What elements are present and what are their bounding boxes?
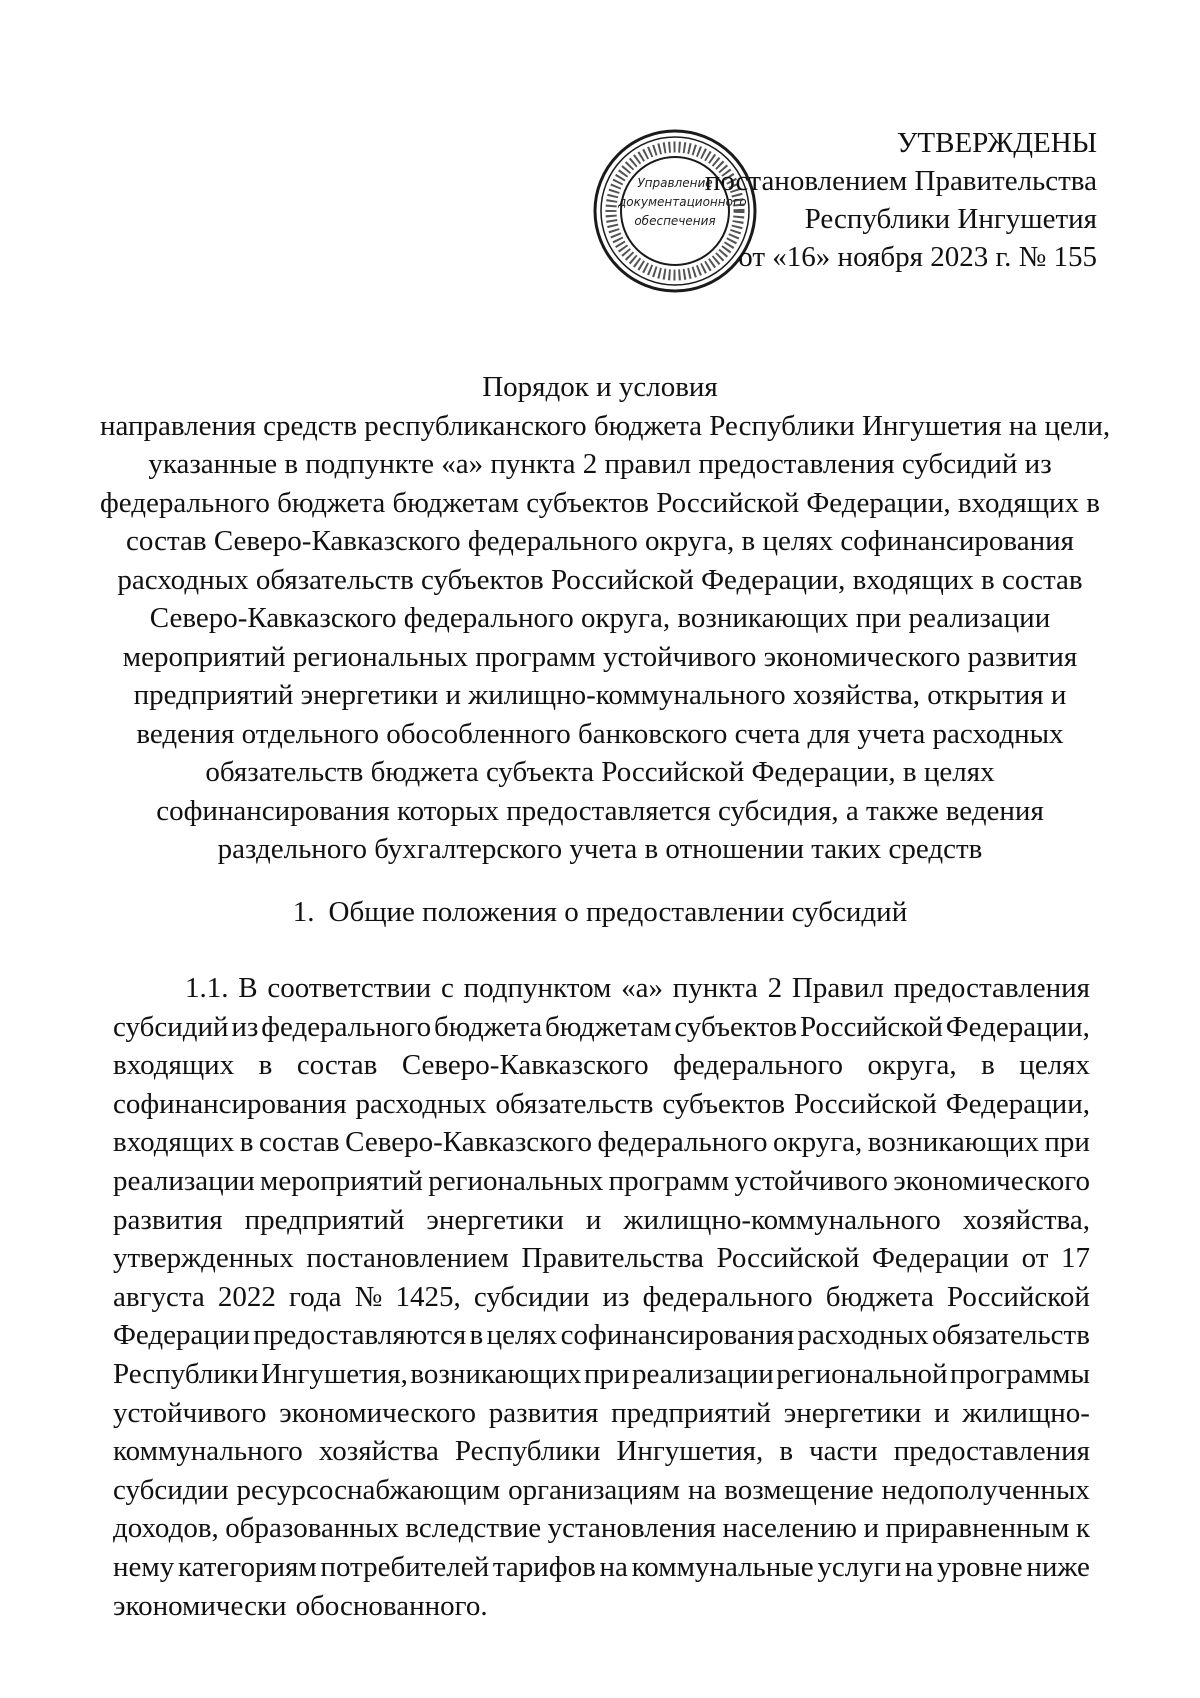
title-line: Порядок и условия (482, 371, 718, 403)
word: при (1044, 1126, 1090, 1159)
word: утвержденных (113, 1242, 294, 1275)
word: из (231, 1010, 259, 1043)
word: расходных (797, 1319, 929, 1352)
title-line: раздельного бухгалтерского учета в отношении таких средств (217, 833, 983, 865)
paragraph-line (113, 969, 1090, 1008)
paragraph-line (113, 1239, 1090, 1278)
paragraph-line (113, 1278, 1090, 1317)
word: «а» (621, 972, 663, 1004)
word: уровне (937, 1550, 1023, 1583)
word: тарифов (492, 1550, 596, 1583)
word: В (238, 972, 258, 1004)
word: в (258, 1049, 273, 1082)
word: жилищно- (962, 1396, 1090, 1429)
word: Северо-Кавказского (401, 1049, 649, 1082)
word: 2022 (217, 1280, 276, 1313)
paragraph-line (113, 1046, 1090, 1085)
word: из (602, 1280, 630, 1313)
paragraph-line (113, 1316, 1090, 1355)
word: возмещение (724, 1473, 874, 1506)
word: Российской (946, 1280, 1090, 1313)
title-line: мероприятий региональных программ устойчивого экономического развития (122, 640, 1078, 673)
word: субсидии (113, 1473, 229, 1506)
word: Республики (454, 1435, 601, 1468)
paragraph-line (113, 1509, 1090, 1548)
word: образованных (225, 1512, 399, 1545)
word: с (440, 972, 454, 1004)
word: Федерации, (945, 1087, 1090, 1120)
word: реализации (632, 1357, 774, 1390)
approval-heading: УТВЕРЖДЕНЫ (896, 127, 1097, 159)
word: субсидий (113, 1010, 229, 1043)
word: развития (113, 1203, 223, 1236)
word: бюджета (434, 1010, 543, 1043)
word: и (863, 1512, 879, 1545)
title-line: направления средств республиканского бюджета Республики Ингушетия на цели, (100, 409, 1111, 442)
word: Ингушетия, (261, 1357, 408, 1390)
title-line: предприятий энергетики и жилищно-коммунального хозяйства, открытия и (133, 679, 1067, 711)
word: приравненным (885, 1512, 1070, 1545)
word: состав (259, 1126, 340, 1159)
paragraph-line (113, 1587, 1090, 1626)
word: Российской (716, 1242, 860, 1275)
word: и (934, 1396, 950, 1429)
word: софинансирования (560, 1319, 795, 1352)
word: развития (488, 1396, 599, 1429)
paragraph-line (113, 1162, 1090, 1201)
word: входящих (113, 1126, 235, 1159)
word: Северо-Кавказского (345, 1126, 592, 1159)
word: предприятий (611, 1396, 771, 1429)
word: на (904, 1550, 934, 1583)
word: возникающих (410, 1357, 582, 1390)
title-line: федерального бюджета бюджетам субъектов Российской Федерации, входящих в (100, 486, 1100, 519)
word: недополученных (881, 1473, 1090, 1506)
word: ниже (1026, 1550, 1090, 1583)
word: федерального (642, 1280, 813, 1313)
word: мероприятий (260, 1164, 423, 1197)
title-line: расходных обязательств субъектов Российской Федерации, входящих в состав (117, 563, 1083, 596)
paragraph-line (113, 1394, 1090, 1433)
word: предоставления (893, 1435, 1090, 1468)
paragraph-line (113, 1085, 1090, 1124)
word: года (289, 1280, 342, 1313)
word: Республики (113, 1357, 259, 1390)
word: бюджета (825, 1280, 934, 1313)
word: предприятий (244, 1203, 405, 1236)
word: установления (547, 1512, 716, 1545)
word: целях (1019, 1049, 1090, 1082)
word: потребителей (320, 1550, 490, 1583)
word: от (1021, 1242, 1049, 1275)
word: вследствие (405, 1512, 542, 1545)
word: округа, (773, 1126, 863, 1159)
word: возникающих (867, 1126, 1039, 1159)
word: реализации (113, 1164, 255, 1197)
word: региональных (428, 1164, 604, 1197)
word: 1.1. (185, 972, 229, 1004)
title-line: Северо-Кавказского федерального округа, возникающих при реализации (149, 602, 1051, 634)
word: Федерации (113, 1319, 250, 1352)
word: августа (113, 1280, 205, 1313)
word: 1425, (395, 1280, 461, 1313)
section-number: 1. (292, 896, 315, 928)
word: организациям (508, 1473, 681, 1506)
word: обоснованного. (295, 1589, 488, 1622)
word: Российской (799, 1010, 943, 1043)
word: подпунктом (463, 972, 612, 1004)
document-title (100, 368, 1111, 869)
word: на (599, 1550, 628, 1583)
paragraph-line (113, 1008, 1090, 1047)
word: экономического (279, 1396, 476, 1429)
word: доходов, (113, 1512, 219, 1545)
word: Федерации (872, 1242, 1009, 1275)
word: субъектов (662, 1087, 786, 1120)
title-line: указанные в подпункте «а» пункта 2 правил предоставления субсидий из (148, 448, 1052, 480)
word: Ингушетия, (616, 1435, 764, 1468)
word: 2 (767, 972, 783, 1004)
word: в (779, 1435, 794, 1468)
stamp-line: Управление (637, 176, 713, 190)
approval-block (657, 124, 1097, 276)
word: в (239, 1126, 254, 1159)
word: Федерации, (945, 1010, 1090, 1043)
title-line: ведения отдельного обособленного банковского счета для учета расходных (136, 717, 1064, 750)
word: категориям (177, 1550, 317, 1583)
word: в (469, 1319, 484, 1352)
approval-line: постановлением Правительства (704, 165, 1097, 197)
word: предоставляются (253, 1319, 467, 1352)
word: в (981, 1049, 995, 1082)
word: обязательств (495, 1087, 654, 1120)
paragraph-line (113, 1548, 1090, 1587)
word: софинансирования (113, 1087, 347, 1120)
title-line: состав Северо-Кавказского федерального округа, в целях софинансирования (126, 525, 1074, 557)
word: к (1075, 1512, 1090, 1545)
word: региональной (776, 1357, 948, 1390)
word: экономического (893, 1164, 1090, 1197)
word: населению (722, 1512, 857, 1545)
word: округа, (867, 1049, 957, 1082)
word: устойчивого (113, 1396, 267, 1429)
approval-date-number: от «16» ноября 2023 г. № 155 (738, 241, 1097, 273)
approval-line: Республики Ингушетия (804, 203, 1097, 235)
word: и (585, 1203, 602, 1236)
section-title: Общие положения о предоставлении субсидий (328, 896, 908, 928)
word: при (583, 1357, 630, 1390)
word: ресурсоснабжающим (236, 1473, 501, 1506)
word: входящих (113, 1049, 235, 1082)
paragraph-line (113, 1355, 1090, 1394)
word: федерального (261, 1010, 432, 1043)
word: коммунального (113, 1435, 303, 1468)
word: услуги (817, 1550, 902, 1583)
word: Правил (791, 972, 884, 1004)
word: программ (608, 1164, 730, 1197)
word: нему (113, 1550, 175, 1583)
word: соответствии (267, 972, 432, 1004)
word: энергетики (426, 1203, 564, 1236)
word: устойчивого (734, 1164, 888, 1197)
section-heading (0, 893, 1200, 931)
word: пункта (672, 972, 758, 1004)
title-line: обязательств бюджета субъекта Российской Федерации, в целях (205, 756, 995, 788)
word: бюджетам (545, 1010, 672, 1043)
word: федерального (597, 1126, 768, 1159)
word: состав (296, 1049, 378, 1082)
stamp-line: документационного (618, 195, 747, 209)
paragraph-1-1 (113, 969, 1090, 1625)
word: обязательств (931, 1319, 1090, 1352)
word: Российской (793, 1087, 937, 1120)
paragraph-line (113, 1432, 1090, 1471)
word: экономически (113, 1589, 287, 1622)
stamp-line: обеспечения (634, 214, 716, 228)
word: целях (486, 1319, 558, 1352)
word: постановлением (306, 1242, 509, 1275)
word: 17 (1060, 1242, 1090, 1275)
word: коммунальные (631, 1550, 814, 1583)
word: федерального (673, 1049, 843, 1082)
word: Правительства (521, 1242, 704, 1275)
paragraph-line (113, 1201, 1090, 1240)
word: жилищно-коммунального (623, 1203, 941, 1236)
paragraph-line (113, 1471, 1090, 1510)
word: энергетики (783, 1396, 922, 1429)
word: субъектов (674, 1010, 798, 1043)
word: № (354, 1280, 383, 1313)
word: хозяйства (318, 1435, 439, 1468)
title-line: софинансирования которых предоставляется субсидия, а также ведения (156, 794, 1044, 827)
word: расходных (355, 1087, 487, 1120)
word: программы (950, 1357, 1090, 1390)
word: части (809, 1435, 878, 1468)
word: предоставления (893, 972, 1090, 1004)
paragraph-line (113, 1123, 1090, 1162)
word: хозяйства, (962, 1203, 1090, 1236)
word: на (687, 1473, 717, 1506)
word: субсидии (473, 1280, 590, 1313)
